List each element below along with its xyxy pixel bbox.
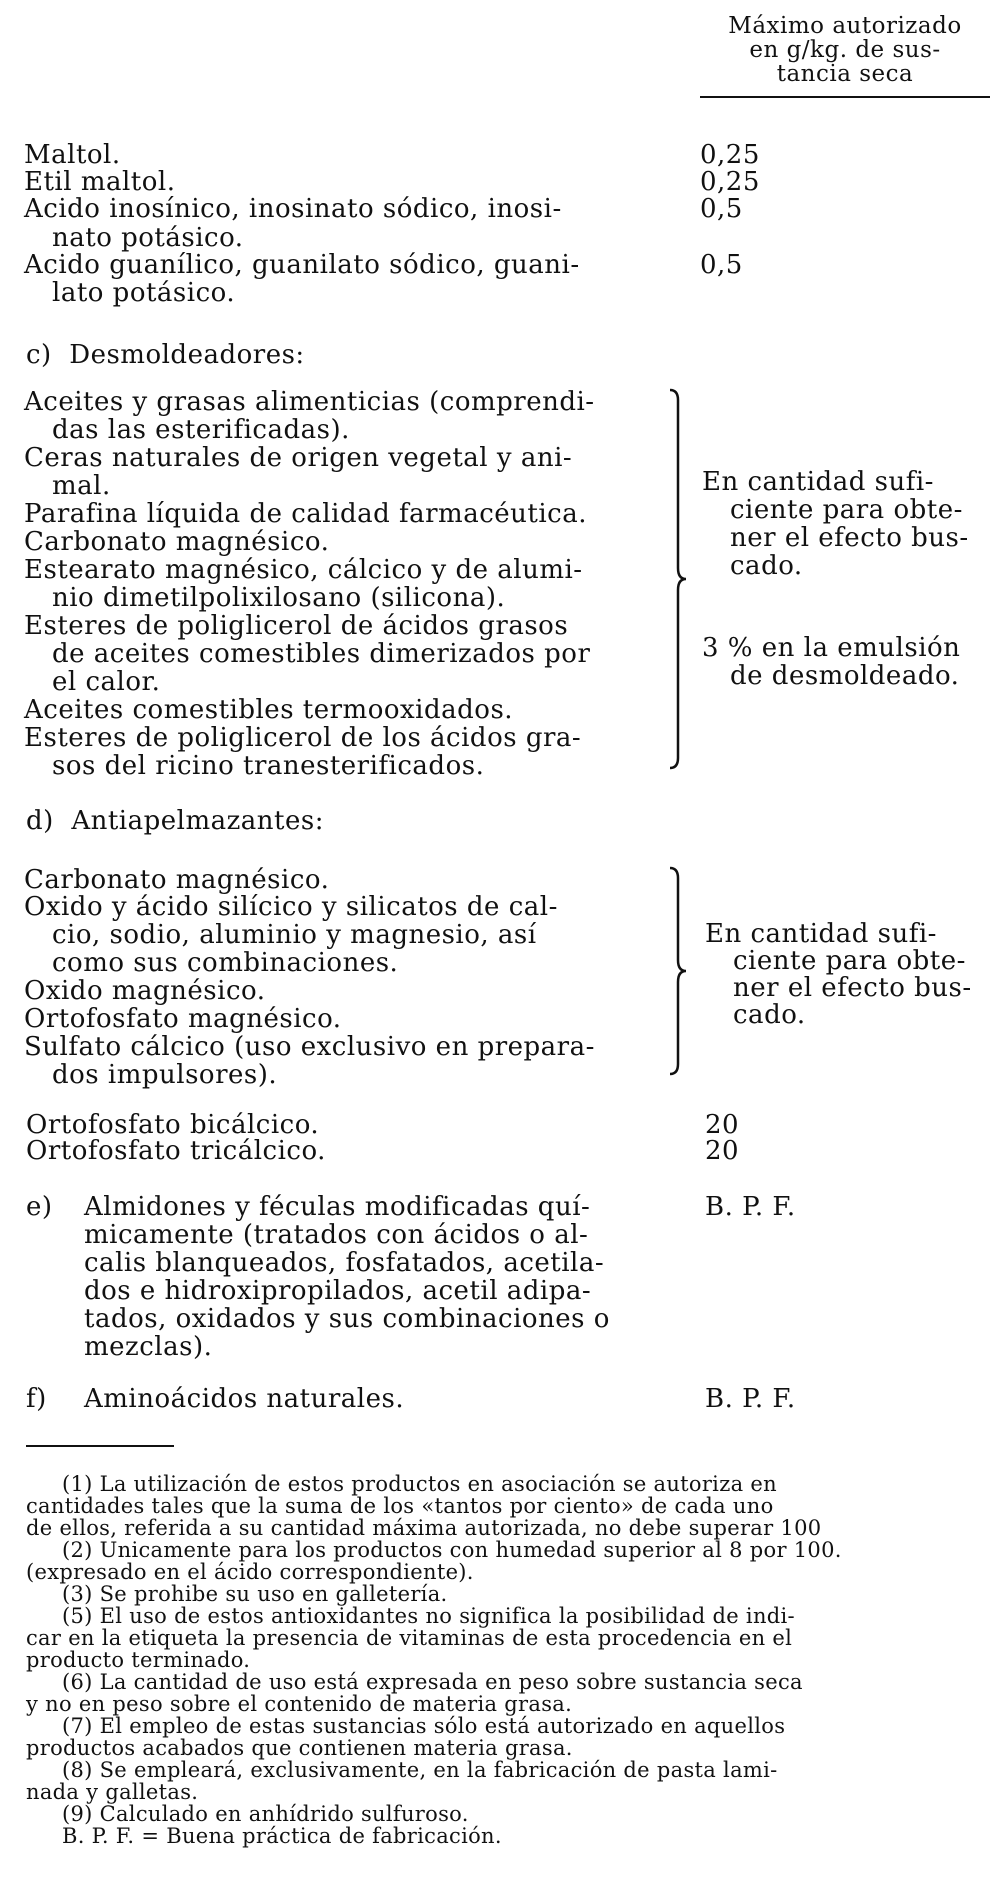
- header-rule: [700, 96, 990, 98]
- row-bicalcico-value: 20: [705, 1110, 740, 1140]
- row-inosinico-text-2: nato potásico.: [52, 223, 244, 253]
- section-c-value-b-line-1: 3 % en la emulsión: [702, 633, 961, 663]
- footnote-line-16: (9) Calculado en anhídrido sulfuroso.: [62, 1802, 469, 1826]
- footnote-line-11: y no en peso sobre el contenido de materia grasa.: [26, 1692, 573, 1716]
- footnote-line-15: nada y galletas.: [26, 1780, 199, 1804]
- row-maltol-text: Maltol.: [24, 140, 121, 170]
- footnote-line-8: car en la etiqueta la presencia de vitaminas de esta procedencia en el: [26, 1626, 793, 1650]
- section-c-value-a-line-3: ner el efecto bus-: [730, 523, 969, 553]
- footnote-line-3: de ellos, referida a su cantidad máxima autorizada, no debe superar 100: [26, 1516, 822, 1540]
- section-d-value-line-1: En cantidad sufi-: [705, 919, 937, 949]
- row-tricalcico-text: Ortofosfato tricálcico.: [26, 1136, 326, 1166]
- section-c-line-2: das las esterificadas).: [52, 415, 350, 445]
- section-d-line-6: Ortofosfato magnésico.: [24, 1004, 342, 1034]
- section-c-value-b-line-2: de desmoldeado.: [730, 661, 960, 691]
- row-bicalcico-text: Ortofosfato bicálcico.: [26, 1110, 320, 1140]
- footnote-line-14: (8) Se empleará, exclusivamente, en la fabricación de pasta lami-: [62, 1758, 778, 1782]
- section-c-line-14: sos del ricino tranesterificados.: [52, 751, 485, 781]
- column-header-line-3: tancia seca: [776, 61, 914, 87]
- section-c-brace: [668, 388, 690, 770]
- section-e-line-4: dos e hidroxipropilados, acetil adipa-: [84, 1276, 592, 1306]
- section-c-line-13: Esteres de poliglicerol de los ácidos gra-: [24, 723, 582, 753]
- section-c-line-11: el calor.: [52, 667, 161, 697]
- section-e-line-1: Almidones y féculas modificadas quí-: [84, 1192, 591, 1222]
- section-c-value-a-line-2: ciente para obte-: [730, 495, 963, 525]
- row-maltol-value: 0,25: [700, 140, 760, 170]
- section-d-brace: [668, 866, 690, 1076]
- footnote-line-12: (7) El empleo de estas sustancias sólo está autorizado en aquellos: [62, 1714, 786, 1738]
- row-etil-maltol-value: 0,25: [700, 167, 760, 197]
- section-f-value: B. P. F.: [705, 1384, 796, 1414]
- row-guanilico-value: 0,5: [700, 250, 743, 280]
- section-f-label: f): [26, 1384, 47, 1414]
- footnote-line-17: B. P. F. = Buena práctica de fabricación.: [62, 1824, 502, 1848]
- section-d-value-line-4: cado.: [733, 1000, 806, 1030]
- section-d-value-line-3: ner el efecto bus-: [733, 973, 972, 1003]
- footnote-line-1: (1) La utilización de estos productos en asociación se autoriza en: [62, 1472, 777, 1496]
- footnote-line-9: producto terminado.: [26, 1648, 251, 1672]
- section-d-line-1: Carbonato magnésico.: [24, 865, 330, 895]
- section-c-line-10: de aceites comestibles dimerizados por: [52, 639, 591, 669]
- section-c-line-12: Aceites comestibles termooxidados.: [24, 695, 514, 725]
- section-c-heading: c) Desmoldeadores:: [26, 340, 305, 370]
- section-e-line-2: micamente (tratados con ácidos o al-: [84, 1220, 589, 1250]
- section-d-line-4: como sus combinaciones.: [52, 948, 399, 978]
- footnote-separator: [26, 1445, 174, 1447]
- row-inosinico-text-1: Acido inosínico, inosinato sódico, inosi-: [24, 194, 562, 224]
- row-etil-maltol-text: Etil maltol.: [24, 167, 176, 197]
- section-d-line-8: dos impulsores).: [52, 1060, 278, 1090]
- column-header-line-1: Máximo autorizado: [728, 13, 962, 39]
- row-guanilico-text-2: lato potásico.: [52, 278, 236, 308]
- section-c-value-a-line-1: En cantidad sufi-: [702, 467, 934, 497]
- section-e-value: B. P. F.: [705, 1192, 796, 1222]
- section-c-line-4: mal.: [52, 471, 111, 501]
- section-f-text: Aminoácidos naturales.: [84, 1384, 405, 1414]
- section-d-line-2: Oxido y ácido silícico y silicatos de cal-: [24, 892, 558, 922]
- footnote-line-6: (3) Se prohibe su uso en galletería.: [62, 1582, 448, 1606]
- section-e-line-5: tados, oxidados y sus combinaciones o: [84, 1304, 610, 1334]
- section-d-value-line-2: ciente para obte-: [733, 946, 966, 976]
- section-d-heading: d) Antiapelmazantes:: [26, 806, 324, 836]
- column-header: [700, 14, 990, 86]
- row-inosinico-value: 0,5: [700, 194, 743, 224]
- section-e-line-6: mezclas).: [84, 1332, 213, 1362]
- section-c-line-5: Parafina líquida de calidad farmacéutica.: [24, 499, 587, 529]
- section-c-line-7: Estearato magnésico, cálcico y de alumi-: [24, 555, 583, 585]
- footnote-line-7: (5) El uso de estos antioxidantes no significa la posibilidad de indi-: [62, 1604, 795, 1628]
- footnote-line-13: productos acabados que contienen materia grasa.: [26, 1736, 573, 1760]
- section-c-value-a-line-4: cado.: [730, 551, 803, 581]
- column-header-line-2: en g/kg. de sus-: [749, 37, 941, 63]
- section-e-line-3: calis blanqueados, fosfatados, acetila-: [84, 1248, 605, 1278]
- section-c-line-1: Aceites y grasas alimenticias (comprendi-: [24, 387, 595, 417]
- section-c-line-6: Carbonato magnésico.: [24, 527, 330, 557]
- footnote-line-4: (2) Unicamente para los productos con humedad superior al 8 por 100.: [62, 1538, 842, 1562]
- section-d-line-5: Oxido magnésico.: [24, 976, 266, 1006]
- section-c-line-8: nio dimetilpolixilosano (silicona).: [52, 583, 506, 613]
- section-d-line-3: cio, sodio, aluminio y magnesio, así: [52, 920, 537, 950]
- row-tricalcico-value: 20: [705, 1136, 740, 1166]
- section-e-label: e): [26, 1192, 53, 1222]
- footnote-line-2: cantidades tales que la suma de los «tantos por ciento» de cada uno: [26, 1494, 774, 1518]
- footnote-line-10: (6) La cantidad de uso está expresada en peso sobre sustancia seca: [62, 1670, 803, 1694]
- section-d-line-7: Sulfato cálcico (uso exclusivo en prepara-: [24, 1032, 595, 1062]
- section-c-line-9: Esteres de poliglicerol de ácidos grasos: [24, 611, 569, 641]
- section-c-line-3: Ceras naturales de origen vegetal y ani-: [24, 443, 573, 473]
- footnote-line-5: (expresado en el ácido correspondiente).: [26, 1560, 474, 1584]
- row-guanilico-text-1: Acido guanílico, guanilato sódico, guani-: [24, 250, 580, 280]
